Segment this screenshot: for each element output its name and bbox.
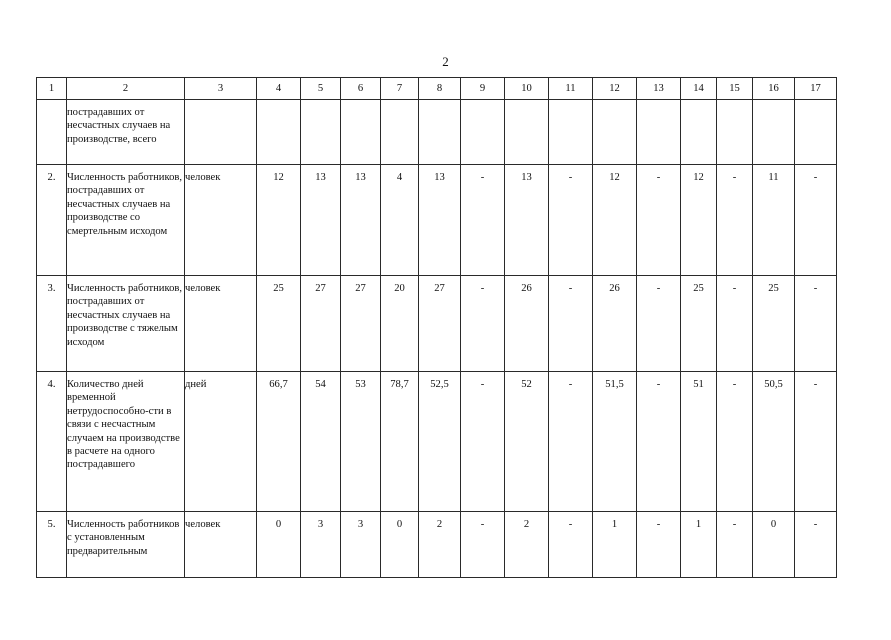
unit-cell	[185, 100, 257, 165]
column-header: 8	[419, 78, 461, 100]
value-cell: 53	[341, 372, 381, 512]
unit-cell: человек	[185, 165, 257, 276]
value-cell: 1	[681, 512, 717, 578]
row-number: 3.	[37, 276, 67, 372]
indicator-name: пострадавших от несчастных случаев на производстве, всего	[67, 100, 185, 165]
value-cell: 50,5	[753, 372, 795, 512]
table-row	[37, 100, 837, 165]
value-cell: 26	[505, 276, 549, 372]
value-cell	[257, 100, 301, 165]
value-cell: -	[637, 512, 681, 578]
row-number	[37, 100, 67, 165]
value-cell: 12	[257, 165, 301, 276]
column-header: 10	[505, 78, 549, 100]
value-cell: 27	[301, 276, 341, 372]
value-cell	[419, 100, 461, 165]
value-cell: -	[717, 512, 753, 578]
data-table	[36, 77, 837, 578]
value-cell: 12	[681, 165, 717, 276]
column-header: 4	[257, 78, 301, 100]
value-cell: 51	[681, 372, 717, 512]
column-header: 9	[461, 78, 505, 100]
value-cell	[461, 100, 505, 165]
value-cell: 2	[419, 512, 461, 578]
value-cell: 27	[341, 276, 381, 372]
value-cell: -	[717, 276, 753, 372]
table-row	[37, 512, 837, 578]
unit-cell: человек	[185, 276, 257, 372]
table-row	[37, 372, 837, 512]
value-cell: -	[717, 165, 753, 276]
value-cell: 51,5	[593, 372, 637, 512]
value-cell: 13	[341, 165, 381, 276]
value-cell: 12	[593, 165, 637, 276]
value-cell	[681, 100, 717, 165]
value-cell	[753, 100, 795, 165]
value-cell	[381, 100, 419, 165]
value-cell	[549, 100, 593, 165]
column-header: 7	[381, 78, 419, 100]
value-cell: 25	[257, 276, 301, 372]
value-cell: 13	[419, 165, 461, 276]
column-header: 2	[67, 78, 185, 100]
page-number: 2	[442, 54, 449, 69]
value-cell: -	[549, 276, 593, 372]
table-body	[37, 100, 837, 578]
value-cell: 0	[381, 512, 419, 578]
value-cell: 54	[301, 372, 341, 512]
indicator-name: Численность работников, пострадавших от несчастных случаев на производстве со смертельным исходом	[67, 165, 185, 276]
value-cell	[301, 100, 341, 165]
value-cell: 78,7	[381, 372, 419, 512]
value-cell: -	[637, 276, 681, 372]
table-row	[37, 165, 837, 276]
value-cell: -	[549, 372, 593, 512]
value-cell: 20	[381, 276, 419, 372]
value-cell: -	[637, 165, 681, 276]
value-cell: -	[461, 512, 505, 578]
value-cell	[717, 100, 753, 165]
value-cell: -	[795, 276, 837, 372]
column-header: 15	[717, 78, 753, 100]
unit-cell: дней	[185, 372, 257, 512]
value-cell	[593, 100, 637, 165]
column-header: 5	[301, 78, 341, 100]
value-cell	[505, 100, 549, 165]
value-cell: 1	[593, 512, 637, 578]
unit-cell: человек	[185, 512, 257, 578]
column-header: 14	[681, 78, 717, 100]
column-header: 13	[637, 78, 681, 100]
column-header: 12	[593, 78, 637, 100]
row-number: 4.	[37, 372, 67, 512]
indicator-name: Численность работников с установленным предварительным	[67, 512, 185, 578]
column-header: 11	[549, 78, 593, 100]
value-cell: -	[637, 372, 681, 512]
value-cell: 2	[505, 512, 549, 578]
value-cell	[637, 100, 681, 165]
value-cell: -	[461, 276, 505, 372]
value-cell: -	[461, 372, 505, 512]
value-cell: 52,5	[419, 372, 461, 512]
value-cell: 25	[753, 276, 795, 372]
value-cell	[341, 100, 381, 165]
value-cell: 4	[381, 165, 419, 276]
value-cell: 3	[341, 512, 381, 578]
value-cell: -	[717, 372, 753, 512]
value-cell: 25	[681, 276, 717, 372]
column-header: 17	[795, 78, 837, 100]
indicator-name: Количество дней временной нетрудоспособно-сти в связи с несчастным случаем на производстве в расчете на одного пострадавшего	[67, 372, 185, 512]
row-number: 5.	[37, 512, 67, 578]
value-cell: -	[549, 512, 593, 578]
value-cell: -	[795, 512, 837, 578]
value-cell: -	[461, 165, 505, 276]
value-cell: 0	[753, 512, 795, 578]
value-cell	[795, 100, 837, 165]
value-cell: -	[795, 165, 837, 276]
column-header: 3	[185, 78, 257, 100]
row-number: 2.	[37, 165, 67, 276]
indicator-name: Численность работников, пострадавших от несчастных случаев на производстве с тяжелым исходом	[67, 276, 185, 372]
value-cell: 26	[593, 276, 637, 372]
value-cell: 11	[753, 165, 795, 276]
value-cell: 13	[505, 165, 549, 276]
table-row	[37, 276, 837, 372]
value-cell: 13	[301, 165, 341, 276]
value-cell: -	[795, 372, 837, 512]
value-cell: -	[549, 165, 593, 276]
value-cell: 66,7	[257, 372, 301, 512]
column-number-row	[37, 78, 837, 100]
value-cell: 27	[419, 276, 461, 372]
value-cell: 3	[301, 512, 341, 578]
value-cell: 0	[257, 512, 301, 578]
column-header: 6	[341, 78, 381, 100]
column-header: 16	[753, 78, 795, 100]
value-cell: 52	[505, 372, 549, 512]
column-header: 1	[37, 78, 67, 100]
